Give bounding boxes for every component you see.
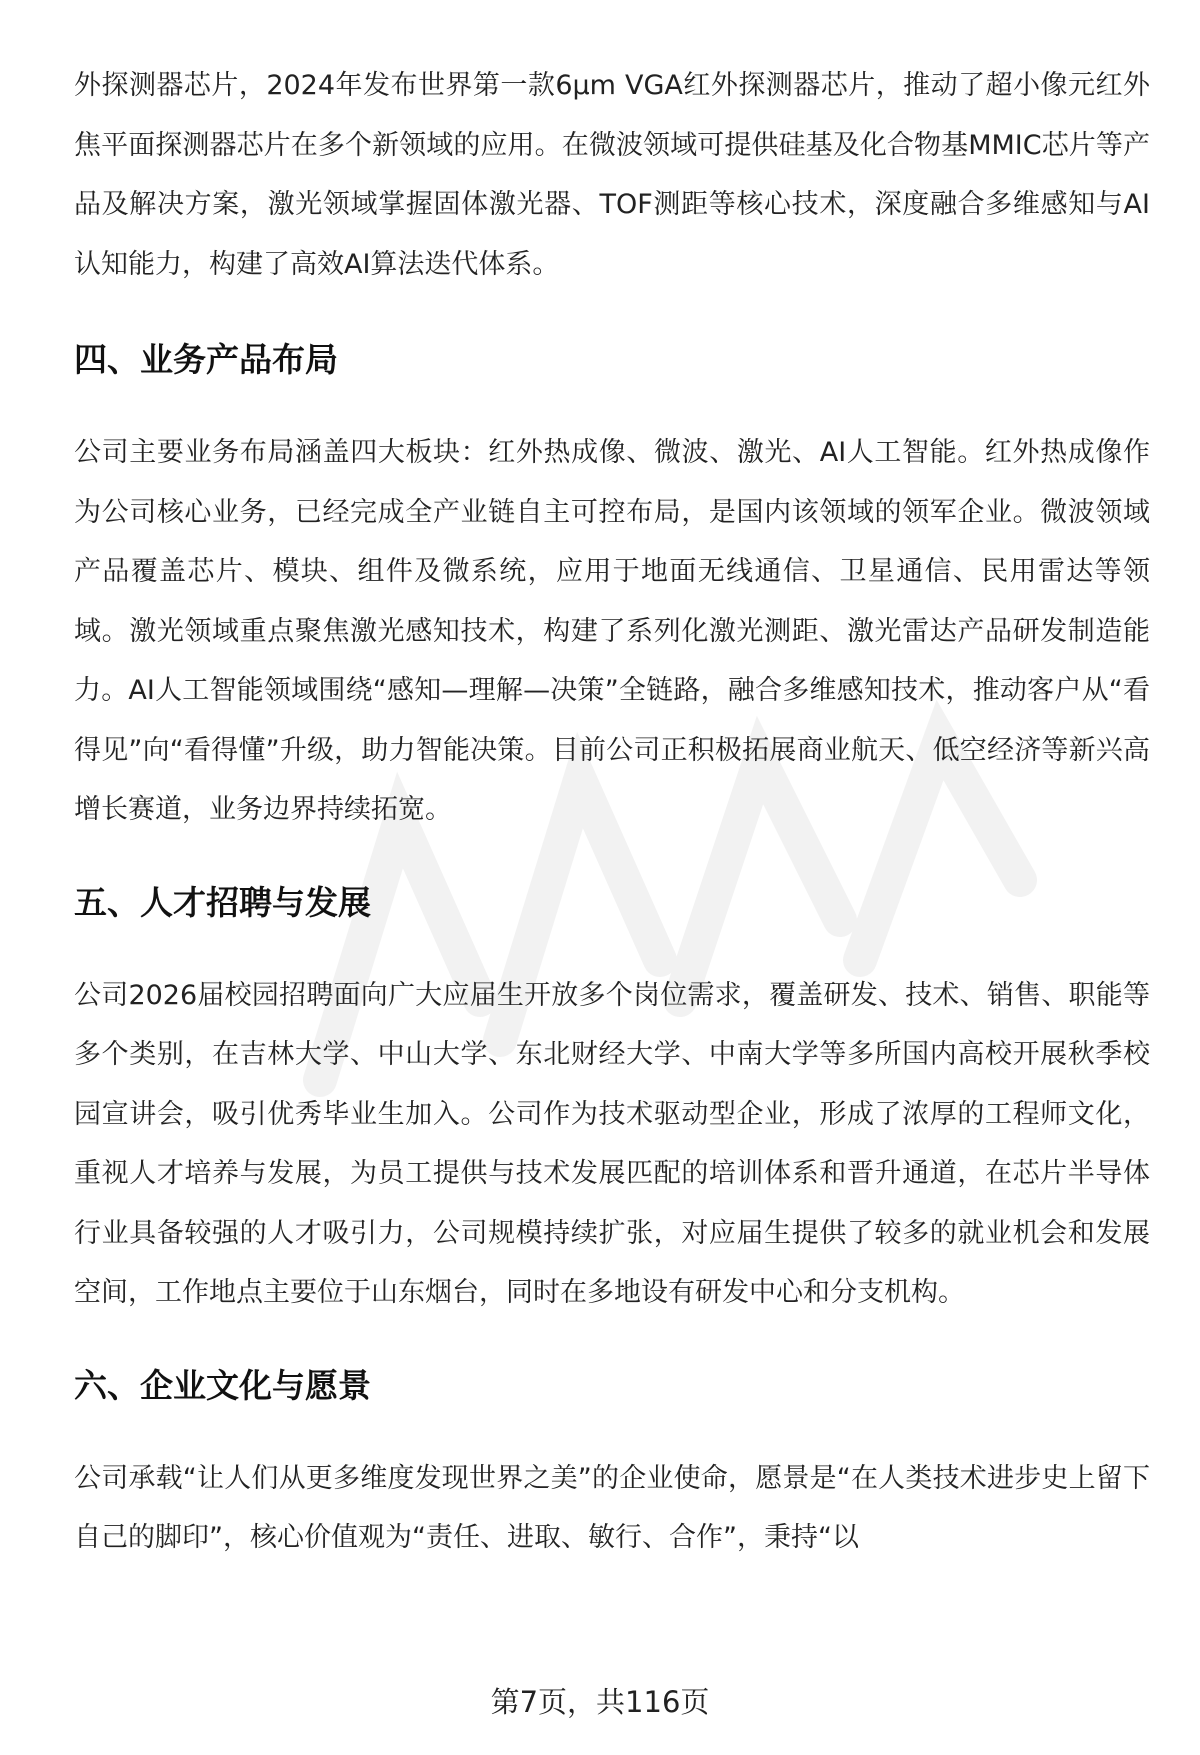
heading-culture-vision: 六、企业文化与愿景: [74, 1365, 371, 1405]
paragraph-business-layout: 公司主要业务布局涵盖四大板块：红外热成像、微波、激光、AI人工智能。红外热成像作为公司核心业务，已经完成全产业链自主可控布局，是国内该领域的领军企业。微波领域产品覆盖芯片、模块、组件及微系统，应用于地面无线通信、卫星通信、民用雷达等领域。激光领域重点聚焦激光感知技术，构建了系列化激光测距、激光雷达产品研发制造能力。AI人工智能领域围绕“感知—理解—决策”全链路，融合多维感知技术，推动客户从“看得见”向“看得懂”升级，助力智能决策。目前公司正积极拓展商业航天、低空经济等新兴高增长赛道，业务边界持续拓宽。: [74, 437, 1150, 825]
paragraph-talent-recruitment: 公司2026届校园招聘面向广大应届生开放多个岗位需求，覆盖研发、技术、销售、职能等多个类别，在吉林大学、中山大学、东北财经大学、中南大学等多所国内高校开展秋季校园宣讲会，吸引优秀毕业生加入。公司作为技术驱动型企业，形成了浓厚的工程师文化，重视人才培养与发展，为员工提供与技术发展匹配的培训体系和晋升通道，在芯片半导体行业具备较强的人才吸引力，公司规模持续扩张，对应届生提供了较多的就业机会和发展空间，工作地点主要位于山东烟台，同时在多地设有研发中心和分支机构。: [74, 979, 1150, 1308]
heading-talent-recruitment: 五、人才招聘与发展: [74, 882, 371, 922]
paragraph-tech-overview: 外探测器芯片，2024年发布世界第一款6μm VGA红外探测器芯片，推动了超小像元红外焦平面探测器芯片在多个新领域的应用。在微波领域可提供硅基及化合物基MMIC芯片等产品及解决方案，激光领域掌握固体激光器、TOF测距等核心技术，深度融合多维感知与AI认知能力，构建了高效AI算法迭代体系。: [74, 70, 1150, 280]
document-body: [74, 56, 1150, 1568]
heading-business-layout: 四、业务产品布局: [74, 340, 338, 379]
paragraph-culture-vision: 公司承载“让人们从更多维度发现世界之美”的企业使命，愿景是“在人类技术进步史上留下自己的脚印”，核心价值观为“责任、进取、敏行、合作”，秉持“以: [74, 1462, 1150, 1553]
page-number: 第7页，共116页: [490, 1685, 710, 1719]
